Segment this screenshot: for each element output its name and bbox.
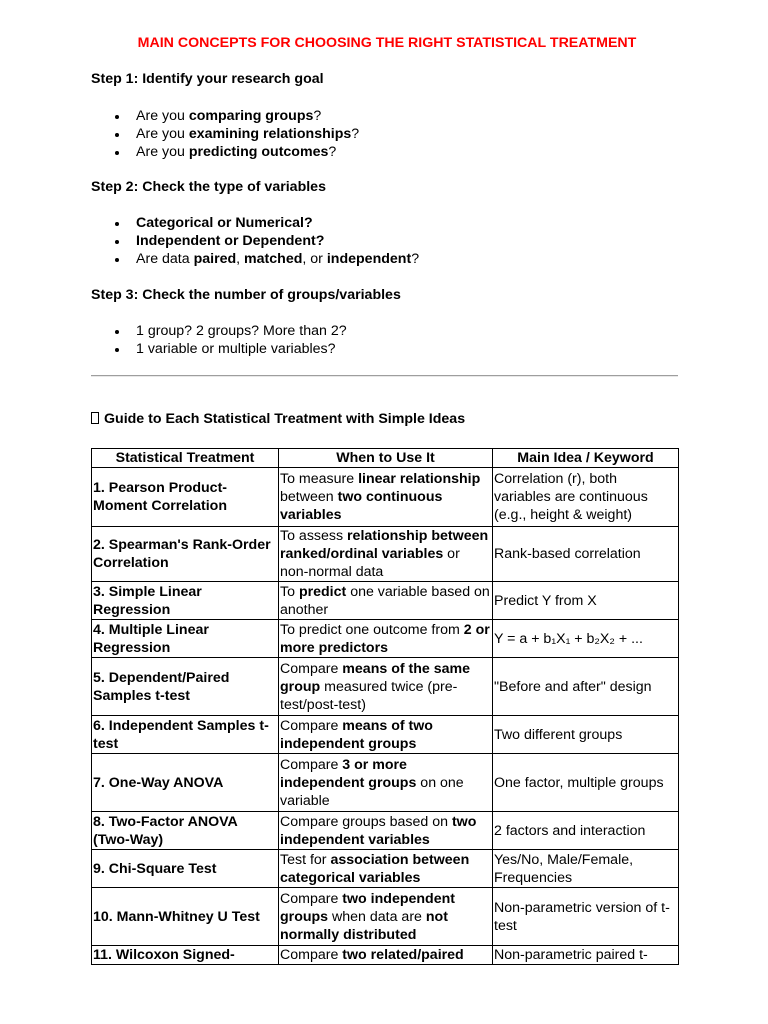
table-row xyxy=(92,716,679,754)
text-run: between xyxy=(280,489,338,505)
bold-text: 3 or more independent groups xyxy=(280,756,417,791)
text-run: , or xyxy=(302,251,327,267)
when-to-use-cell xyxy=(279,620,493,658)
step-1-list xyxy=(91,107,359,161)
bold-text: paired xyxy=(193,251,237,267)
main-idea-cell: Non-parametric version of t-test xyxy=(493,888,679,946)
main-idea-cell: One factor, multiple groups xyxy=(493,754,679,812)
bold-text: two independent variables xyxy=(280,813,477,848)
text-run: Compare groups based on xyxy=(280,813,452,830)
text-run: ? xyxy=(328,144,337,160)
main-idea-cell: Yes/No, Male/Female, Frequencies xyxy=(493,850,679,888)
bold-text: means of the same group xyxy=(280,660,471,695)
text-run: To assess xyxy=(280,528,348,544)
main-idea-cell: Predict Y from X xyxy=(493,582,679,620)
list-item xyxy=(91,143,359,161)
text-run: Compare xyxy=(280,890,343,907)
bold-text: relationship between ranked/ordinal variables xyxy=(280,528,489,562)
table-body xyxy=(92,468,679,965)
text-run: Are data xyxy=(136,251,194,267)
table-row xyxy=(92,468,679,527)
table-row xyxy=(92,754,679,812)
text-run: ? xyxy=(411,251,420,267)
text-run: ? xyxy=(351,126,360,142)
main-idea-cell: 2 factors and interaction xyxy=(493,812,679,850)
text-run: To predict one outcome from xyxy=(280,621,464,638)
text-run: 1 group? 2 groups? More than 2? xyxy=(136,323,347,339)
list-item xyxy=(91,107,359,125)
when-to-use-cell xyxy=(279,527,493,582)
list-item xyxy=(91,322,347,340)
text-run: 1 variable or multiple variables? xyxy=(136,341,336,357)
bold-text: linear relationship xyxy=(358,471,481,487)
table-row xyxy=(92,527,679,582)
text-run: Test for xyxy=(280,851,331,868)
statistical-treatment-table xyxy=(91,448,679,965)
step-1-heading: Step 1: Identify your research goal xyxy=(91,71,324,87)
text-run: Compare xyxy=(280,756,343,773)
document-title: MAIN CONCEPTS FOR CHOOSING THE RIGHT STATISTICAL TREATMENT xyxy=(137,35,637,51)
bold-text: examining relationships xyxy=(188,126,352,142)
when-to-use-cell xyxy=(279,582,493,620)
text-run: Are you xyxy=(136,144,189,160)
treatment-name-cell: 6. Independent Samples t-test xyxy=(92,716,279,754)
treatment-name-cell: 8. Two-Factor ANOVA (Two-Way) xyxy=(92,812,279,850)
table-row xyxy=(92,582,679,620)
main-idea-cell: Non-parametric paired t- xyxy=(493,946,679,965)
when-to-use-cell xyxy=(279,468,493,527)
main-idea-cell: Two different groups xyxy=(493,716,679,754)
guide-heading-text: Guide to Each Statistical Treatment with Simple Ideas xyxy=(104,411,466,427)
text-run: Compare xyxy=(280,947,343,963)
treatment-name-cell: 5. Dependent/Paired Samples t-test xyxy=(92,658,279,716)
text-run: on one variable xyxy=(280,774,464,809)
text-run: ? xyxy=(313,108,322,124)
bold-text: 2 or more predictors xyxy=(280,621,490,656)
bold-text: Independent or Dependent? xyxy=(136,233,325,249)
main-idea-cell: Y = a + b₁X₁ + b₂X₂ + ... xyxy=(493,620,679,658)
when-to-use-cell xyxy=(279,658,493,716)
treatment-name-cell: 4. Multiple Linear Regression xyxy=(92,620,279,658)
table-row xyxy=(92,620,679,658)
step-3-heading: Step 3: Check the number of groups/variables xyxy=(91,287,401,303)
step-3-list xyxy=(91,322,347,358)
main-idea-cell: Correlation (r), both variables are continuous (e.g., height & weight) xyxy=(493,468,679,527)
list-item xyxy=(91,125,359,143)
table-row xyxy=(92,658,679,716)
text-run: measured twice (pre-test/post-test) xyxy=(280,678,458,713)
step-2-list xyxy=(91,214,419,268)
missing-glyph-icon xyxy=(91,412,99,424)
text-run: or non-normal data xyxy=(280,546,460,580)
treatment-name-cell: 3. Simple Linear Regression xyxy=(92,582,279,620)
bold-text: independent xyxy=(326,251,412,267)
treatment-name-cell: 10. Mann-Whitney U Test xyxy=(92,888,279,946)
treatment-name-cell: 7. One-Way ANOVA xyxy=(92,754,279,812)
main-idea-cell: Rank-based correlation xyxy=(493,527,679,582)
bold-text: two related/paired xyxy=(342,947,464,963)
text-run: when data are xyxy=(328,908,426,925)
when-to-use-cell xyxy=(279,888,493,946)
text-run: Are you xyxy=(136,108,189,124)
list-item xyxy=(91,232,419,250)
bold-text: not normally distributed xyxy=(280,908,448,943)
treatment-name-cell: 2. Spearman's Rank-Order Correlation xyxy=(92,527,279,582)
bold-text: two continuous variables xyxy=(280,489,443,523)
table-header-row xyxy=(92,449,679,468)
bold-text: predict xyxy=(298,583,347,600)
text-run: Compare xyxy=(280,717,343,734)
list-item xyxy=(91,250,419,268)
treatment-name-cell: 11. Wilcoxon Signed- xyxy=(92,946,279,965)
header-statistical-treatment: Statistical Treatment xyxy=(92,449,279,468)
text-run: one variable based on another xyxy=(280,583,490,618)
bold-text: association between categorical variables xyxy=(280,851,470,886)
when-to-use-cell xyxy=(279,716,493,754)
table-row xyxy=(92,850,679,888)
when-to-use-cell xyxy=(279,754,493,812)
table-row xyxy=(92,812,679,850)
main-idea-cell: "Before and after" design xyxy=(493,658,679,716)
when-to-use-cell xyxy=(279,946,493,965)
bold-text: matched xyxy=(244,251,303,267)
when-to-use-cell xyxy=(279,812,493,850)
text-run: , xyxy=(236,251,245,267)
bold-text: means of two independent groups xyxy=(280,717,433,752)
text-run: To measure xyxy=(280,471,359,487)
list-item xyxy=(91,214,419,232)
step-2-heading: Step 2: Check the type of variables xyxy=(91,179,326,195)
horizontal-divider xyxy=(91,375,678,377)
bold-text: predicting outcomes xyxy=(188,144,329,160)
header-main-idea: Main Idea / Keyword xyxy=(493,449,679,468)
bold-text: two independent groups xyxy=(280,890,456,925)
text-run: To xyxy=(280,583,299,600)
guide-heading xyxy=(91,411,465,428)
when-to-use-cell xyxy=(279,850,493,888)
table-row xyxy=(92,888,679,946)
treatment-name-cell: 9. Chi-Square Test xyxy=(92,850,279,888)
header-when-to-use: When to Use It xyxy=(279,449,493,468)
treatment-name-cell: 1. Pearson Product-Moment Correlation xyxy=(92,468,279,527)
table-row xyxy=(92,946,679,965)
text-run: Are you xyxy=(136,126,189,142)
text-run: Compare xyxy=(280,660,343,677)
bold-text: Categorical or Numerical? xyxy=(136,215,313,231)
list-item xyxy=(91,340,347,358)
bold-text: comparing groups xyxy=(188,108,314,124)
